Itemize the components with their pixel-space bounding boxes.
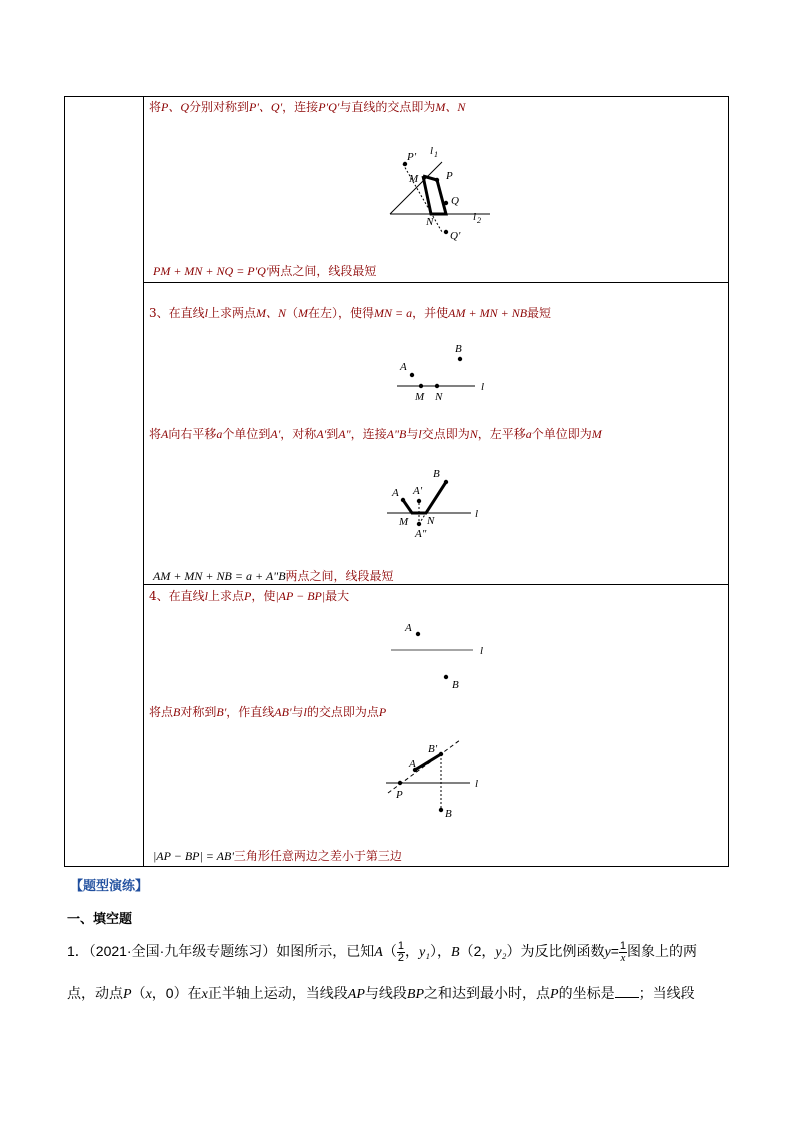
fig-label-a: A: [392, 487, 399, 499]
fig-label-b: B: [445, 808, 452, 820]
row3-title: 4、在直线l上求点P，使|AP − BP|最大: [149, 589, 350, 603]
fig-label-a-double-prime: A": [415, 528, 427, 540]
fig-label-m: M: [399, 516, 409, 528]
question-1-line-2: 点，动点P（x，0）在x正半轴上运动，当线段AP与线段BP之和达到最小时，点P的坐标是 ；当线段: [67, 985, 695, 1002]
row1-figure: [380, 140, 500, 245]
fraction-one-over-x: $\frac{1}{x}$: [619, 940, 627, 964]
fig-label-q: Q: [451, 195, 459, 207]
row2-figure2: [385, 462, 490, 542]
row2-figure1: [395, 340, 495, 405]
fig-label-l: l: [475, 778, 479, 790]
row2-title: 3、在直线l上求两点M、N（M在左），使得MN = a，并使AM + MN + NB最短: [149, 306, 552, 320]
fig-label-b: B: [455, 343, 462, 355]
row3-conclusion: |AP − BP| = AB'三角形任意两边之差小于第三边: [153, 849, 402, 863]
practice-heading: 【题型演练】: [70, 879, 149, 894]
question-1-line-1: 1．（2021·全国·九年级专题练习）如图所示，已知A（ $\frac{1}{2}$ ，y₁），B（2，y₂）为反比例函数y= $\frac{1}{x}$ 图象上的两: [67, 940, 698, 964]
table-row-divider: [143, 584, 728, 585]
fig-label-p-prime: P': [407, 151, 417, 163]
fig-label-n: N: [435, 391, 443, 403]
fig-label-b-prime: B': [428, 743, 438, 755]
row1-conclusion: PM + MN + NQ = P'Q'两点之间，线段最短: [153, 264, 377, 278]
row2-conclusion: AM + MN + NB = a + A"B两点之间，线段最短: [153, 569, 394, 583]
fig-label-a: A: [409, 758, 416, 770]
fig-label-b: B: [433, 468, 440, 480]
row2-instruction: 将A向右平移a个单位到A'，对称A'到A"，连接A"B与l交点即为N，左平移a个单位即为M: [149, 427, 602, 441]
fig-label-l: l: [480, 645, 484, 657]
fig-label-p: P: [396, 789, 403, 801]
row3-instruction: 将点B对称到B'，作直线AB'与l的交点即为点P: [149, 705, 387, 719]
fig-label-q-prime: Q': [450, 230, 461, 242]
fig-label-l: l: [475, 508, 479, 520]
fig-label-n: N: [426, 216, 434, 228]
fig-label-l: l: [481, 381, 485, 393]
fig-label-l1: l: [430, 145, 434, 157]
fig-label-a: A: [405, 622, 412, 634]
fig-label-b: B: [452, 679, 459, 691]
practice-subheading: 一、填空题: [67, 911, 133, 926]
fig-label-m: M: [415, 391, 425, 403]
fig-label-n: N: [427, 515, 435, 527]
fraction-half: $\frac{1}{2}$: [397, 940, 404, 964]
fig-label-l2: l: [473, 211, 477, 223]
fig-label-p: P: [446, 170, 453, 182]
fig-label-m: M: [409, 173, 419, 185]
table-row-divider: [143, 282, 728, 283]
table-column-divider: [143, 97, 144, 866]
svg-text:1: 1: [434, 150, 438, 159]
row3-figure1: [388, 618, 498, 693]
svg-text:2: 2: [477, 216, 481, 225]
row1-instruction: 将P、Q分别对称到P'、Q'，连接P'Q'与直线的交点即为M、N: [149, 100, 466, 114]
row3-figure2: [385, 735, 495, 825]
fig-label-a-prime: A': [413, 485, 423, 497]
fig-label-a: A: [400, 361, 407, 373]
answer-blank[interactable]: [615, 985, 639, 998]
